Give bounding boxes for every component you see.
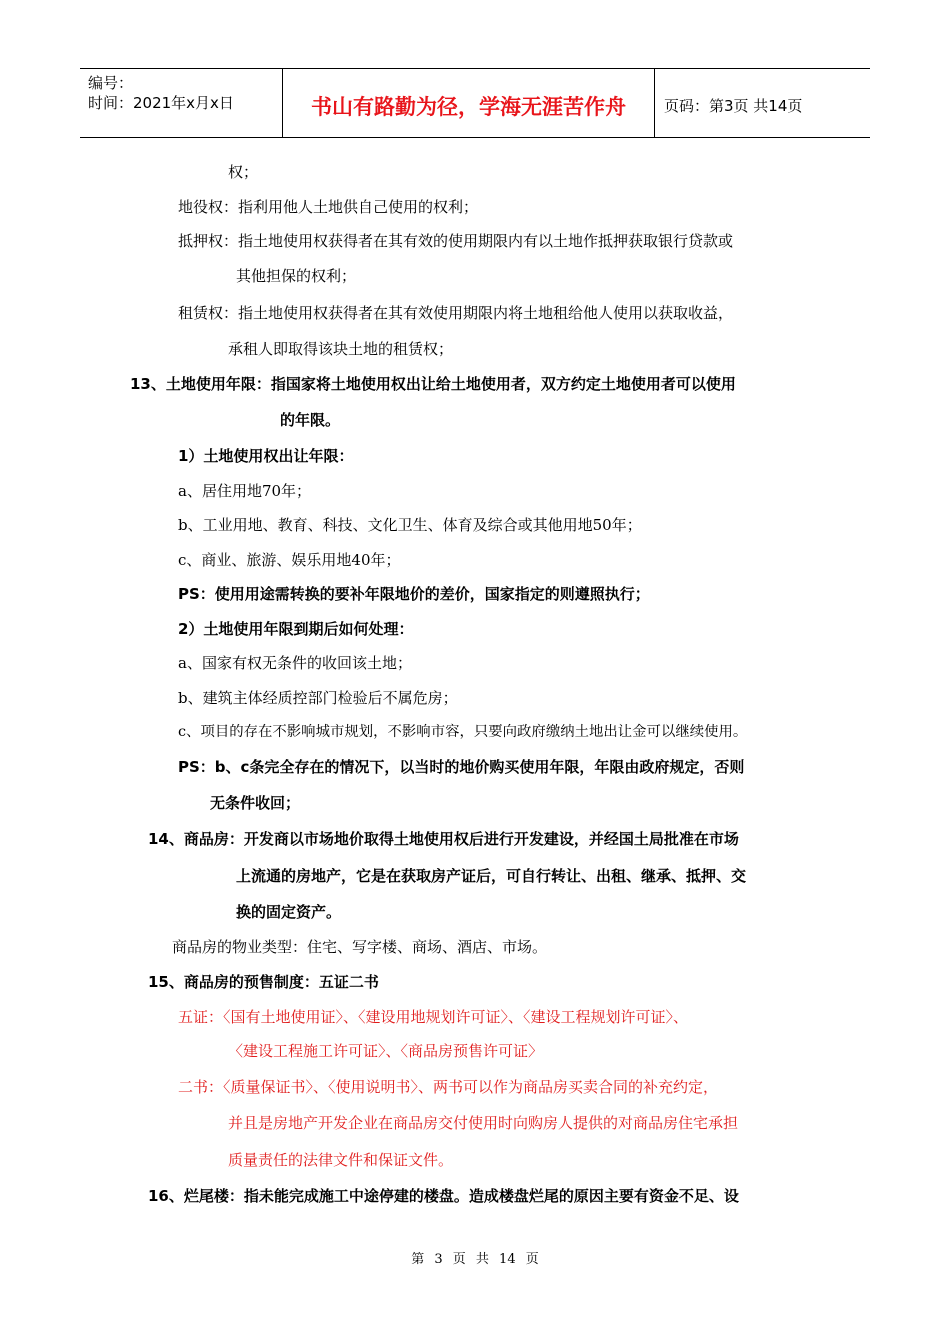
list-item: c、项目的存在不影响城市规划，不影响市容，只要向政府缴纳土地出让金可以继续使用。 <box>178 724 748 740</box>
list-item: a、国家有权无条件的收回该土地； <box>178 654 412 672</box>
ps-note: PS：使用用途需转换的要补年限地价的差价，国家指定的则遵照执行； <box>178 585 650 603</box>
text-line: 权； <box>228 163 259 181</box>
list-item: b、工业用地、教育、科技、文化卫生、体育及综合或其他用地50年； <box>178 516 642 534</box>
page-header <box>80 68 870 138</box>
highlight-line: 五证：〈国有土地使用证〉、〈建设用地规划许可证〉、〈建设工程规划许可证〉、 <box>178 1008 689 1026</box>
subheading: 2）土地使用年限到期后如何处理： <box>178 620 414 638</box>
section-heading: 13、土地使用年限：指国家将土地使用权出让给土地使用者，双方约定土地使用者可以使用 <box>130 375 736 393</box>
section-heading: 16、烂尾楼：指未能完成施工中途停建的楼盘。造成楼盘烂尾的原因主要有资金不足、设 <box>148 1187 739 1205</box>
list-item: b、建筑主体经质控部门检验后不属危房； <box>178 689 458 707</box>
list-item: a、居住用地70年； <box>178 482 312 500</box>
header-motto: 书山有路勤为径，学海无涯苦作舟 <box>311 95 626 119</box>
section-heading: 换的固定资产。 <box>236 903 342 921</box>
header-divider <box>654 69 655 137</box>
header-page-info: 页码：第3页 共14页 <box>664 97 803 115</box>
subheading: 1）土地使用权出让年限： <box>178 447 354 465</box>
text-line: 地役权：指利用他人土地供自己使用的权利； <box>178 198 479 216</box>
text-line: 商品房的物业类型：住宅、写字楼、商场、酒店、市场。 <box>172 938 548 956</box>
text-line: 抵押权：指土地使用权获得者在其有效的使用期限内有以土地作抵押获取银行贷款或 <box>178 232 734 250</box>
highlight-line: 二书：〈质量保证书〉、〈使用说明书〉、两书可以作为商品房买卖合同的补充约定， <box>178 1078 719 1096</box>
ps-note: PS：b、c条完全存在的情况下，以当时的地价购买使用年限，年限由政府规定，否则 <box>178 758 745 776</box>
highlight-line: 质量责任的法律文件和保证文件。 <box>228 1151 454 1169</box>
text-line: 承租人即取得该块土地的租赁权； <box>228 340 454 358</box>
text-line: 其他担保的权利； <box>236 267 357 285</box>
section-heading: 的年限。 <box>280 411 341 429</box>
header-meta <box>88 73 234 113</box>
list-item: c、商业、旅游、娱乐用地40年； <box>178 551 401 569</box>
highlight-line: 并且是房地产开发企业在商品房交付使用时向购房人提供的对商品房住宅承担 <box>228 1114 739 1132</box>
text-line: 租赁权：指土地使用权获得者在其有效使用期限内将土地租给他人使用以获取收益， <box>178 304 734 322</box>
page-footer: 第 3 页 共 14 页 <box>411 1252 539 1267</box>
section-heading: 15、商品房的预售制度：五证二书 <box>148 973 379 991</box>
time-label: 时间：2021年x月x日 <box>88 94 234 112</box>
number-label: 编号： <box>88 74 134 92</box>
section-heading: 14、商品房：开发商以市场地价取得土地使用权后进行开发建设，并经国土局批准在市场 <box>148 830 739 848</box>
ps-note: 无条件收回； <box>210 794 301 812</box>
highlight-line: 〈建设工程施工许可证〉、〈商品房预售许可证〉 <box>228 1042 544 1060</box>
section-heading: 上流通的房地产，它是在获取房产证后，可自行转让、出租、继承、抵押、交 <box>236 867 747 885</box>
